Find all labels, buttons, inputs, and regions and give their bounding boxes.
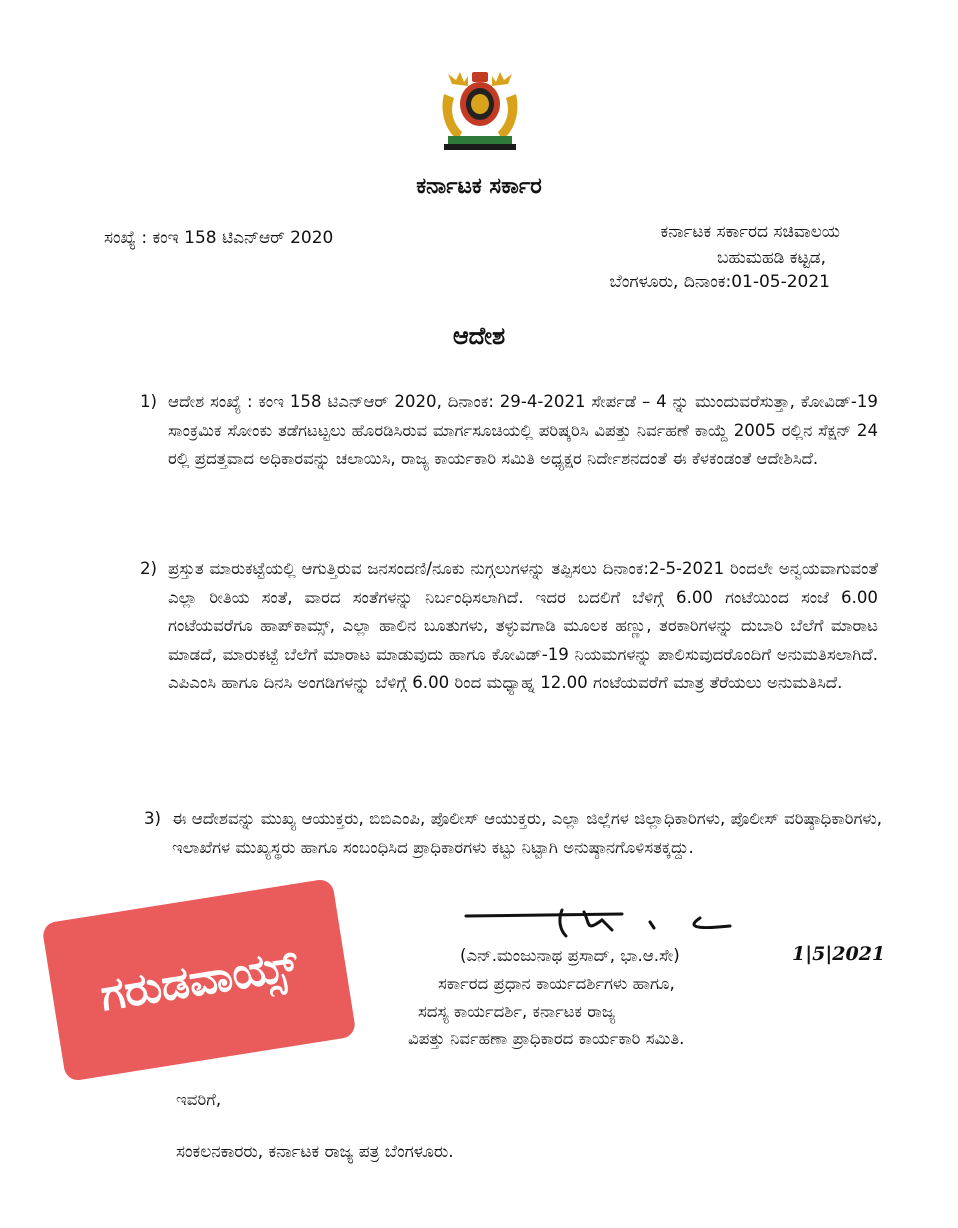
order-paragraph-3 [144,805,882,862]
paragraph-number: 2) [140,559,158,578]
order-paragraph-2 [140,555,878,698]
recipient-label: ಇವರಿಗೆ, [176,1090,222,1109]
government-title: ಕರ್ನಾಟಕ ಸರ್ಕಾರ [416,174,542,199]
address-line-1: ಕರ್ನಾಟಕ ಸರ್ಕಾರದ ಸಚಿವಾಲಯ [660,222,840,242]
paragraph-number: 3) [144,809,162,828]
watermark-text: ಗರುಡವಾಯ್ಸ್ [96,939,302,1021]
signatory-designation-3: ವಿಪತ್ತು ನಿರ್ವಹಣಾ ಪ್ರಾಧಿಕಾರದ ಕಾರ್ಯಕಾರಿ ಸಮಿತಿ. [408,1029,685,1048]
signatory-designation-1: ಸರ್ಕಾರದ ಪ್ರಧಾನ ಕಾರ್ಯದರ್ಶಿಗಳು ಹಾಗೂ, [438,974,675,993]
recipient-address: ಸಂಕಲನಕಾರರು, ಕರ್ನಾಟಕ ರಾಜ್ಯ ಪತ್ರ ಬೆಂಗಳೂರು. [176,1142,454,1162]
order-reference-number: ಸಂಖ್ಯೆ : ಕಂಇ 158 ಟಿಎನ್ಆರ್ 2020 [104,228,334,248]
paragraph-text: ಆದೇಶ ಸಂಖ್ಯೆ : ಕಂಇ 158 ಟಿಎನ್ಆರ್ 2020, ದಿನಾಂಕ: 29-4-2021 ಸೇರ್ಪಡೆ – 4 ನ್ನು ಮುಂದುವರೆಸುತ್ತಾ, ಕೋವಿಡ್-19 ಸಾಂಕ್ರಮಿಕ ಸೋಂಕು ತಡೆಗಟಟ್ಟಲು ಹೊರಡಿಸಿರುವ ಮಾರ್ಗಸೂಚಿಯಲ್ಲಿ ಪರಿಷ್ಕರಿಸಿ ವಿಪತ್ತು ನಿರ್ವಹಣೆ ಕಾಯ್ದೆ 2005 ರಲ್ಲಿನ ಸೆಕ್ಷನ್ 24 ರಲ್ಲಿ ಪ್ರದತ್ತವಾದ ಅಧಿಕಾರವನ್ನು ಚಲಾಯಿಸಿ, ರಾಜ್ಯ ಕಾರ್ಯಕಾರಿ ಸಮಿತಿ ಅಧ್ಯಕ್ಷರ ನಿರ್ದೇಶನದಂತೆ ಈ ಕೆಳಕಂಡಂತೆ ಆದೇಶಿಸಿದೆ. [168,392,878,469]
signatory-name: (ಎನ್.ಮಂಜುನಾಥ ಪ್ರಸಾದ್, ಭಾ.ಆ.ಸೇ) [460,946,680,965]
paragraph-text: ಈ ಆದೇಶವನ್ನು ಮುಖ್ಯ ಆಯುಕ್ತರು, ಬಿಬಿಎಂಪಿ, ಪೊಲೀಸ್ ಆಯುಕ್ತರು, ಎಲ್ಲಾ ಜಿಲ್ಲೆಗಳ ಜಿಲ್ಲಾಧಿಕಾರಿಗಳು, ಪೊಲೀಸ್ ವರಿಷ್ಠಾಧಿಕಾರಿಗಳು, ಇಲಾಖೆಗಳ ಮುಖ್ಯಸ್ಥರು ಹಾಗೂ ಸಂಬಂಧಿಸಿದ ಪ್ರಾಧಿಕಾರಗಳು ಕಟ್ಟು ನಿಟ್ಟಾಗಿ ಅನುಷ್ಠಾನಗೊಳಿಸತಕ್ಕದ್ದು. [172,809,882,857]
signatory-designation-2: ಸದಸ್ಯ ಕಾರ್ಯದರ್ಶಿ, ಕರ್ನಾಟಕ ರಾಜ್ಯ [418,1002,616,1021]
signature-date: 1|5|2021 [792,943,886,965]
address-line-2: ಬಹುಮಹಡಿ ಕಟ್ಟಡ, [717,248,826,268]
address-date-line: ಬೆಂಗಳೂರು, ದಿನಾಂಕ:01-05-2021 [609,272,830,292]
paragraph-text: ಪ್ರಸ್ತುತ ಮಾರುಕಟ್ಟೆಯಲ್ಲಿ ಆಗುತ್ತಿರುವ ಜನಸಂದಣಿ/ನೂಕು ನುಗ್ಗಲುಗಳನ್ನು ತಪ್ಪಿಸಲು ದಿನಾಂಕ:2-5-2021 ರಿಂದಲೇ ಅನ್ವಯವಾಗುವಂತೆ ಎಲ್ಲಾ ರೀತಿಯ ಸಂತೆ, ವಾರದ ಸಂತೆಗಳನ್ನು ನಿರ್ಬಂಧಿಸಲಾಗಿದೆ. ಇದರ ಬದಲಿಗೆ ಬೆಳಿಗ್ಗೆ 6.00 ಗಂಟೆಯಿಂದ ಸಂಜೆ 6.00 ಗಂಟೆಯವರೆಗೂ ಹಾಪ್‌ಕಾಮ್ಸ್, ಎಲ್ಲಾ ಹಾಲಿನ ಬೂತುಗಳು, ತಳ್ಳುವಗಾಡಿ ಮೂಲಕ ಹಣ್ಣು, ತರಕಾರಿಗಳನ್ನು ದುಬಾರಿ ಬೆಲೆಗೆ ಮಾರಾಟ ಮಾಡದೆ, ಮಾರುಕಟ್ಟೆ ಬೆಲೆಗೆ ಮಾರಾಟ ಮಾಡುವುದು ಹಾಗೂ ಕೋವಿಡ್-19 ನಿಯಮಗಳನ್ನು ಪಾಲಿಸುವುದರೊಂದಿಗೆ ಅನುಮತಿಸಲಾಗಿದೆ. ಎಪಿಎಂಸಿ ಹಾಗೂ ದಿನಸಿ ಅಂಗಡಿಗಳನ್ನು ಬೆಳಿಗ್ಗೆ 6.00 ರಿಂದ ಮಧ್ಯಾಹ್ನ 12.00 ಗಂಟೆಯವರೆಗೆ ಮಾತ್ರ ತೆರೆಯಲು ಅನುಮತಿಸಿದೆ. [168,559,878,693]
handwritten-signature [462,906,782,942]
order-title: ಆದೇಶ [452,322,506,350]
order-paragraph-1 [140,388,878,474]
paragraph-number: 1) [140,392,158,411]
karnataka-emblem [438,70,522,152]
watermark-badge [41,878,356,1082]
